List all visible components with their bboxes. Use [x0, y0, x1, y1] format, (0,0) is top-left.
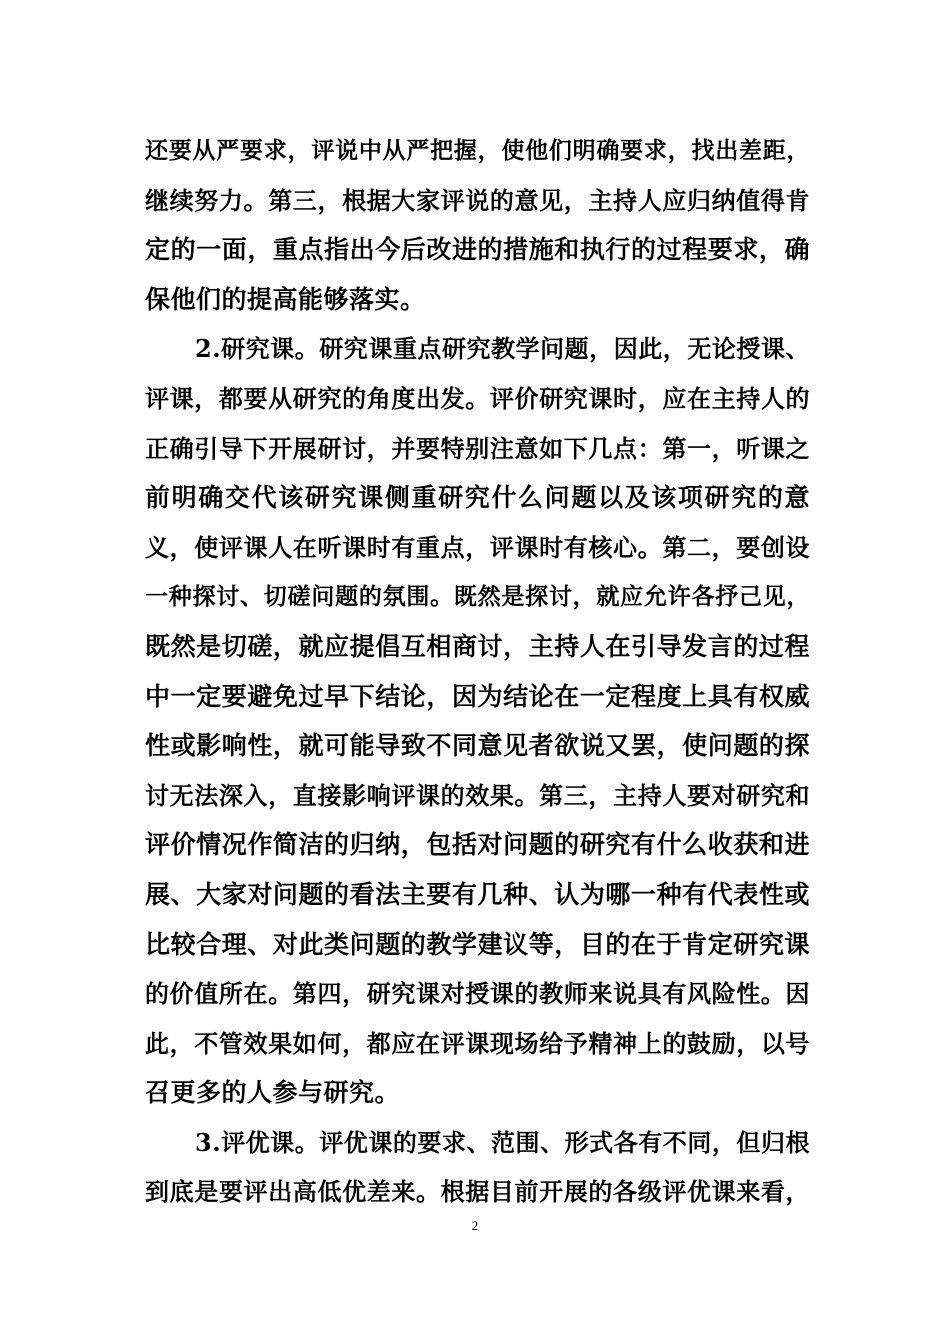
text-line: 还要从严要求，评说中从严把握，使他们明确要求，找出差距，: [145, 137, 810, 164]
text-line: 义，使评课人在听课时有重点，评课时有核心。第二，要创设: [145, 532, 810, 562]
text-line: 评课，都要从研究的角度出发。评价研究课时，应在主持人的: [145, 383, 810, 413]
text-line: 此，不管效果如何，都应在评课现场给予精神上的鼓励，以号: [145, 1028, 810, 1058]
text-line: 评价情况作简洁的归纳，包括对问题的研究有什么收获和进: [145, 830, 810, 860]
text-line: 的价值所在。第四，研究课对授课的教师来说具有风险性。因: [145, 979, 810, 1009]
text-line: 一种探讨、切磋问题的氛围。既然是探讨，就应允许各抒己见，: [145, 583, 810, 611]
text-line: 展、大家对问题的看法主要有几种、认为哪一种有代表性或: [145, 879, 810, 909]
text-line: 中一定要避免过早下结论，因为结论在一定程度上具有权威: [145, 681, 810, 711]
text-line: 前明确交代该研究课侧重研究什么问题以及该项研究的意: [145, 483, 810, 513]
page-number: 2: [471, 1218, 479, 1233]
text-line: 继续努力。第三，根据大家评说的意见，主持人应归纳值得肯: [145, 185, 810, 215]
text-line: 3.评优课。评优课的要求、范围、形式各有不同，但归根: [195, 1127, 810, 1157]
text-line: 讨无法深入，直接影响评课的效果。第三，主持人要对研究和: [145, 780, 810, 810]
text-line: 到底是要评出高低优差来。根据目前开展的各级评优课来看，: [145, 1177, 810, 1207]
text-line: 定的一面，重点指出今后改进的措施和执行的过程要求，确: [145, 235, 810, 265]
text-line: 保他们的提高能够落实。: [145, 284, 426, 314]
text-line: 既然是切磋，就应提倡互相商讨，主持人在引导发言的过程: [145, 631, 810, 661]
body-text: [145, 126, 810, 1217]
text-line: 正确引导下开展研讨，并要特别注意如下几点：第一，听课之: [145, 433, 810, 463]
text-line: 性或影响性，就可能导致不同意见者欲说又罢，使问题的探: [145, 731, 810, 761]
text-line: 召更多的人参与研究。: [145, 1078, 401, 1108]
text-line: 2.研究课。研究课重点研究教学问题，因此，无论授课、: [195, 334, 810, 364]
text-line: 比较合理、对此类问题的教学建议等，目的在于肯定研究课: [145, 929, 810, 959]
